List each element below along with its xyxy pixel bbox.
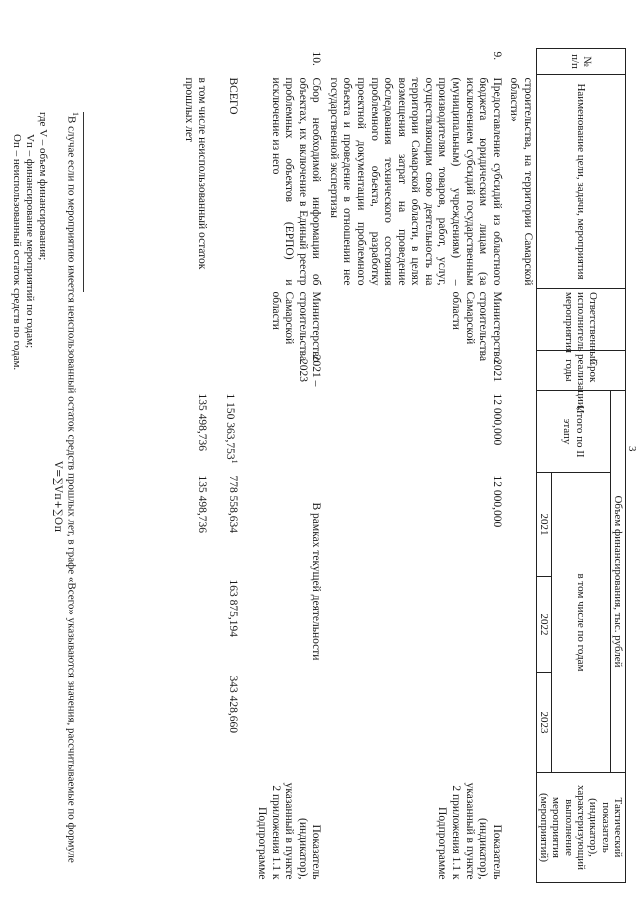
totals-2022: 163 875,194 xyxy=(226,579,239,637)
unused-2021: 135 498,736 xyxy=(196,475,209,533)
row-continuation-text: строительства, на территории Самарской области» xyxy=(508,77,534,286)
row-responsible: Министерство строительства Самарской области xyxy=(450,291,503,363)
row-indicator: Показатель (индикатор), указанный в пункте 2 приложения 1.1 к Подпрограмме xyxy=(256,782,323,880)
row-responsible: Министерство строительства Самарской области xyxy=(269,291,323,363)
empty-cell xyxy=(179,49,220,75)
header-by-years: в том числе по годам xyxy=(552,473,611,773)
header-responsible: Ответственный исполнитель мероприятия xyxy=(536,289,625,351)
empty-cell xyxy=(505,289,537,883)
header-indicator: Тактический показатель (индикатор), характеризующий выполнение мероприятия (мероприятий) xyxy=(536,773,625,883)
row-indicator: Показатель (индикатор), указанный в пункте 2 приложения 1.1 к Подпрограмме xyxy=(436,782,503,880)
row-2021: 12 000,000 xyxy=(490,475,503,528)
empty-cell xyxy=(220,49,252,75)
footnote-rule xyxy=(83,112,84,292)
totals-total xyxy=(220,391,252,473)
footnote-where: где V – объем финансирования; xyxy=(37,112,50,261)
header-name: Наименование цели, задачи, мероприятия xyxy=(536,75,625,289)
row-name: Предоставление субсидий из областного бюджета юридическим лицам (за исключением субсидий государственным (муниципальным) учреждениям) – производителям товаров, работ, услуг, осуществляющим свою деятельность на территории Самарской области, в целях возмещения затрат на проведение обследования технического состояния проблемного объекта, разработку проектной документации проблемного объекта и проведение в отношении нее государственной экспертизы xyxy=(327,77,503,286)
footnote-formula: V=∑Vп+∑Oп xyxy=(52,461,64,533)
footnote-mark: 1 xyxy=(71,112,80,116)
unused-label: в том числе неиспользованный остаток прошлых лет xyxy=(182,77,209,270)
table-body xyxy=(179,49,536,883)
row-2022 xyxy=(324,577,504,673)
empty-cell xyxy=(220,289,252,391)
header-year-2023: 2023 xyxy=(536,673,551,773)
footnote-text xyxy=(64,112,80,882)
footnote-vn: Vп – финансирование мероприятий по годам; xyxy=(23,134,36,349)
empty-cell xyxy=(220,773,252,883)
program-table xyxy=(179,48,626,883)
totals-2023: 343 428,660 xyxy=(226,675,239,733)
footnote-body: В случае если по мероприятию имеется неиспользованный остаток средств прошлых лет, в графе «Всего» указываются значения, рассчитываемые по формуле xyxy=(65,116,78,863)
row-total: 12 000,000 xyxy=(490,393,503,446)
row-term: 2021 xyxy=(490,359,503,382)
header-number: № п/п xyxy=(536,49,625,75)
header-term: Срок реализации, годы xyxy=(536,351,625,391)
header-year-2022: 2022 xyxy=(536,577,551,673)
table-row xyxy=(505,49,537,883)
totals-footnote-mark: 1 xyxy=(229,459,239,464)
unused-row xyxy=(179,49,220,883)
totals-2021: 778 558,634 xyxy=(226,475,239,533)
empty-cell xyxy=(179,577,220,883)
table-row xyxy=(253,49,325,883)
header-volume: Объем финансирования, тыс. рублей xyxy=(610,391,625,773)
unused-total: 135 498,736 xyxy=(196,393,209,451)
row-number: 10. xyxy=(310,51,323,66)
totals-label: ВСЕГО xyxy=(226,77,239,115)
header-total: Итого по II этапу xyxy=(536,391,610,473)
table-row xyxy=(324,49,504,883)
empty-cell xyxy=(179,289,220,391)
footnote-on: Oп – неиспользованный остаток средств по годам. xyxy=(10,134,23,371)
row-number: 9. xyxy=(490,51,503,61)
table-header xyxy=(536,49,625,883)
page-number: 3 xyxy=(626,446,638,452)
totals-row xyxy=(220,49,252,883)
totals-total-value: 1 150 363,753 xyxy=(223,393,236,460)
row-2023 xyxy=(324,673,504,773)
row-within-activity: В рамках текущей деятельности xyxy=(310,502,323,661)
footnote xyxy=(10,112,80,882)
empty-cell xyxy=(505,49,537,75)
header-year-2021: 2021 xyxy=(536,473,551,577)
row-name: Сбор необходимой информации об объектах, их включение в Единый реестр проблемных объектов (ЕРПО) и исключение из него xyxy=(269,77,323,286)
row-term: 2021 – 2023 xyxy=(296,354,323,387)
